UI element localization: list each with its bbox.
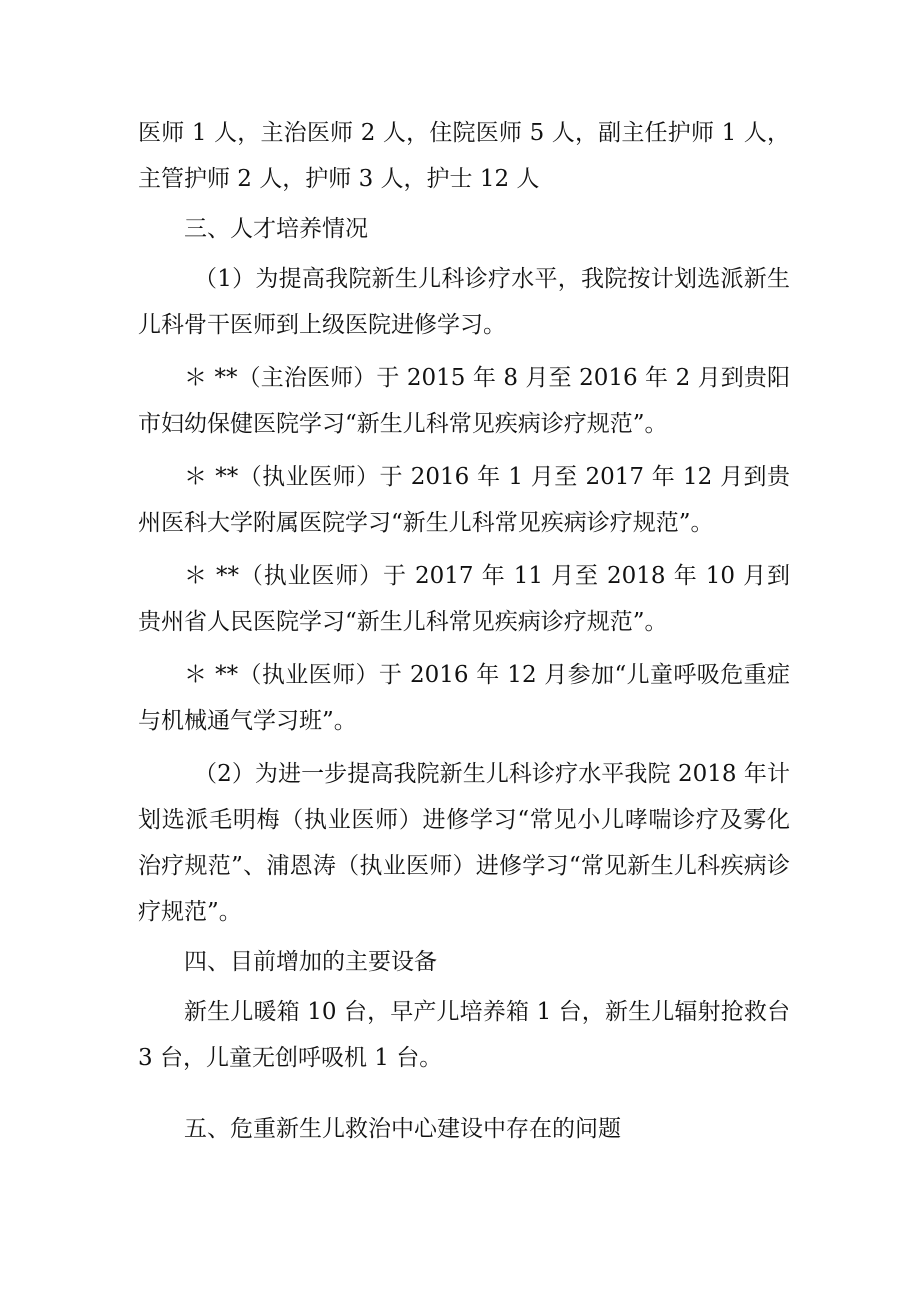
- equipment-list-paragraph: 新生儿暖箱 10 台，早产儿培养箱 1 台，新生儿辐射抢救台 3 台，儿童无创呼吸机 1 台。: [138, 999, 790, 1071]
- future-training-plan-paragraph: （2）为进一步提高我院新生儿科诊疗水平我院 2018 年计划选派毛明梅（执业医师）进修学习“常见小儿哮喘诊疗及雾化治疗规范”、浦恩涛（执业医师）进修学习“常见新生儿科疾病诊疗规范”。: [138, 761, 790, 925]
- training-plan-paragraph: （1）为提高我院新生儿科诊疗水平，我院按计划选派新生儿科骨干医师到上级医院进修学习。: [138, 266, 790, 338]
- training-record-4: ＊ **（执业医师）于 2016 年 12 月参加“儿童呼吸危重症与机械通气学习班”。: [138, 662, 790, 734]
- section-heading-talent-training: 三、人才培养情况: [184, 216, 368, 242]
- section-heading-problems: 五、危重新生儿救治中心建设中存在的问题: [184, 1116, 621, 1142]
- section-heading-equipment: 四、目前增加的主要设备: [184, 949, 437, 975]
- training-record-3: ＊ **（执业医师）于 2017 年 11 月至 2018 年 10 月到贵州省人民医院学习“新生儿科常见疾病诊疗规范”。: [138, 563, 790, 635]
- document-body: [138, 110, 790, 1152]
- training-record-2: ＊ **（执业医师）于 2016 年 1 月至 2017 年 12 月到贵州医科大学附属医院学习“新生儿科常见疾病诊疗规范”。: [138, 464, 790, 536]
- training-record-1: ＊ **（主治医师）于 2015 年 8 月至 2016 年 2 月到贵阳市妇幼保健医院学习“新生儿科常见疾病诊疗规范”。: [138, 365, 790, 437]
- staff-count-paragraph: 医师 1 人，主治医师 2 人，住院医师 5 人，副主任护师 1 人，主管护师 2 人，护师 3 人，护士 12 人: [138, 120, 790, 192]
